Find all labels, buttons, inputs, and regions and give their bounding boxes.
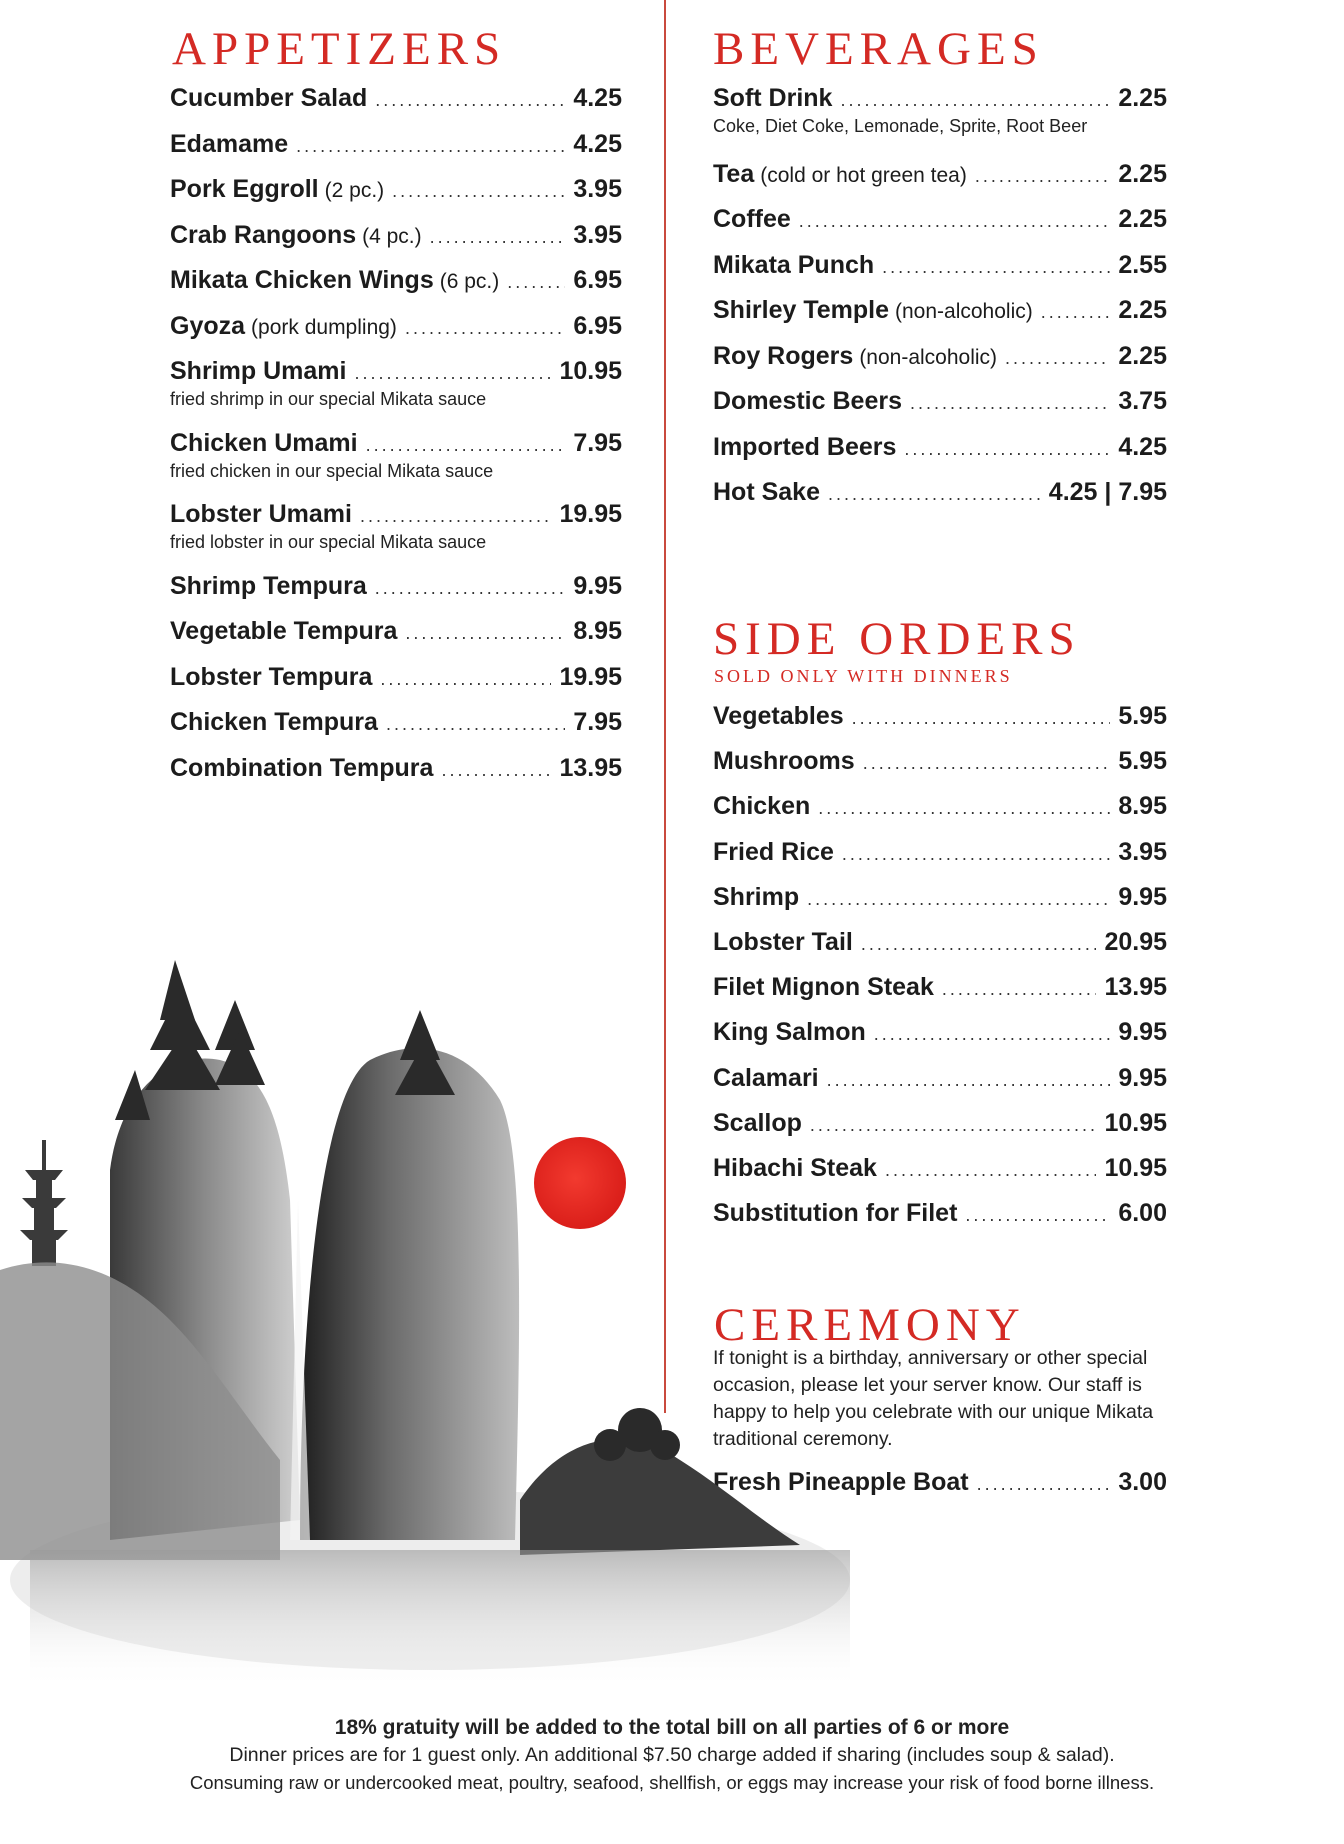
leader-dots — [386, 708, 565, 740]
item-name: Chicken — [713, 792, 811, 821]
item-description: fried shrimp in our special Mikata sauce — [170, 389, 487, 409]
item-name: Hibachi Steak — [713, 1154, 877, 1182]
item-name: Soft Drink — [713, 84, 833, 112]
item-name: Shirley Temple — [713, 296, 889, 324]
side-orders-subtitle: SOLD ONLY WITH DINNERS — [714, 666, 1013, 686]
item-note: (4 pc.) — [362, 224, 422, 248]
item-price: 10.95 — [559, 357, 622, 385]
item-price: 7.95 — [573, 428, 622, 457]
menu-item — [170, 173, 622, 207]
item-name: Vegetables — [713, 702, 844, 730]
item-price: 6.00 — [1118, 1199, 1167, 1228]
menu-item — [170, 615, 622, 649]
item-name: Mikata Punch — [713, 250, 875, 279]
item-name: Chicken Umami — [170, 428, 358, 457]
item-price: 2.25 — [1118, 84, 1167, 112]
menu-item — [713, 881, 1167, 915]
item-price: 9.95 — [573, 571, 622, 600]
item-note: (cold or hot green tea) — [760, 163, 967, 187]
leader-dots — [380, 663, 551, 695]
item-name: Scallop — [713, 1108, 802, 1137]
item-name: Mushrooms — [713, 747, 855, 776]
ceremony-line: occasion, please let your server know. Our staff is — [713, 1374, 1142, 1396]
item-name: Tea — [713, 159, 755, 188]
item-name: Shrimp Tempura — [170, 571, 367, 600]
item-price: 6.95 — [573, 311, 622, 340]
item-price: 19.95 — [559, 662, 622, 691]
item-price: 9.95 — [1118, 1063, 1167, 1092]
ceremony-line: If tonight is a birthday, anniversary or other special — [713, 1347, 1148, 1369]
ceremony-line: happy to help you celebrate with our unique Mikata — [713, 1401, 1154, 1423]
item-price: 4.25 — [1118, 432, 1167, 461]
leader-dots — [842, 838, 1110, 870]
leader-dots — [1041, 296, 1111, 328]
menu-item — [713, 249, 1167, 283]
leader-dots — [882, 251, 1110, 283]
pagoda-icon — [20, 1140, 68, 1266]
item-description: fried chicken in our special Mikata sauce — [170, 460, 494, 481]
item-price: 3.95 — [573, 220, 622, 249]
menu-item — [170, 219, 622, 253]
item-note: (6 pc.) — [439, 270, 500, 293]
leader-dots — [354, 357, 551, 389]
menu-item — [713, 294, 1167, 328]
menu-item — [170, 82, 622, 116]
item-name: Imported Beers — [713, 432, 897, 461]
leader-dots — [430, 221, 566, 253]
cliff-shape — [300, 1048, 519, 1540]
item-price: 9.95 — [1118, 1018, 1167, 1047]
leader-dots — [852, 702, 1111, 734]
item-price: 5.95 — [1118, 747, 1167, 776]
item-name: Chicken Tempura — [170, 708, 378, 736]
item-name: Domestic Beers — [713, 387, 902, 415]
item-price: 20.95 — [1104, 928, 1167, 956]
item-note: (2 pc.) — [324, 179, 385, 202]
menu-item — [713, 790, 1167, 824]
leader-dots — [375, 572, 566, 604]
item-name: Gyoza — [170, 311, 246, 340]
item-description: Coke, Diet Coke, Lemonade, Sprite, Root Beer — [713, 116, 1088, 136]
item-name: Lobster Tail — [713, 928, 853, 956]
leader-dots — [507, 266, 565, 298]
leader-dots — [405, 312, 565, 344]
menu-item — [170, 661, 622, 695]
leader-dots — [799, 205, 1111, 237]
leader-dots — [1005, 342, 1110, 374]
menu-item — [713, 431, 1167, 465]
menu-item — [713, 745, 1167, 779]
item-name: Fresh Pineapple Boat — [713, 1468, 969, 1496]
item-price: 3.00 — [1118, 1468, 1167, 1496]
menu-item — [170, 264, 622, 298]
leader-dots — [828, 478, 1041, 510]
menu-item — [713, 385, 1167, 419]
item-name: Lobster Umami — [170, 500, 352, 528]
red-sun — [534, 1137, 626, 1229]
menu-item — [713, 340, 1167, 374]
item-price: 2.55 — [1118, 250, 1167, 279]
item-name: Crab Rangoons — [170, 220, 357, 249]
item-price: 7.95 — [573, 708, 622, 736]
item-name: Hot Sake — [713, 478, 820, 506]
item-name: Lobster Tempura — [170, 662, 373, 691]
item-price: 3.95 — [573, 175, 622, 203]
item-name: Pork Eggroll — [170, 175, 319, 203]
ceremony-heading: CEREMONY — [714, 1299, 1026, 1351]
leader-dots — [296, 130, 565, 162]
ceremony-line: traditional ceremony. — [713, 1428, 893, 1450]
item-name: Mikata Chicken Wings — [170, 266, 434, 294]
item-name: Cucumber Salad — [170, 84, 368, 112]
item-price: 2.25 — [1118, 296, 1167, 324]
item-price: 4.25 | 7.95 — [1048, 478, 1167, 506]
item-price: 4.25 — [573, 129, 622, 158]
item-price: 2.25 — [1118, 205, 1167, 233]
leader-dots — [904, 433, 1110, 465]
item-name: Shrimp — [713, 882, 800, 911]
menu-item — [170, 355, 622, 411]
leader-dots — [977, 1468, 1111, 1500]
food-safety-warning: Consuming raw or undercooked meat, poultry, seafood, shellfish, or eggs may increase your risk of food borne illness. — [189, 1772, 1155, 1793]
menu-item — [713, 203, 1167, 237]
item-price: 8.95 — [1118, 792, 1167, 821]
item-name: Combination Tempura — [170, 753, 434, 782]
sharing-note: Dinner prices are for 1 guest only. An additional $7.50 charge added if sharing (includes soup & salad). — [229, 1744, 1115, 1766]
item-name: Vegetable Tempura — [170, 617, 398, 645]
leader-dots — [392, 175, 565, 207]
menu-item — [713, 158, 1167, 192]
item-name: Shrimp Umami — [170, 357, 347, 385]
menu-item — [713, 700, 1167, 734]
leader-dots — [807, 883, 1110, 915]
item-price: 5.95 — [1118, 702, 1167, 730]
item-note: (pork dumpling) — [251, 315, 397, 339]
item-price: 4.25 — [573, 84, 622, 112]
item-price: 6.95 — [573, 266, 622, 294]
menu-item — [170, 752, 622, 786]
menu-item — [170, 128, 622, 162]
item-price: 2.25 — [1118, 159, 1167, 188]
leader-dots — [405, 617, 565, 649]
item-price: 2.25 — [1118, 341, 1167, 370]
water-reflection — [30, 1550, 850, 1690]
menu-item — [713, 476, 1167, 510]
leader-dots — [818, 792, 1110, 824]
item-name: Filet Mignon Steak — [713, 973, 934, 1002]
leader-dots — [375, 84, 565, 116]
item-price: 3.75 — [1118, 387, 1167, 415]
leader-dots — [863, 747, 1111, 779]
leader-dots — [360, 500, 551, 532]
menu-item — [170, 570, 622, 604]
item-price: 8.95 — [573, 617, 622, 645]
side-orders-heading: SIDE ORDERS — [713, 613, 1081, 665]
beverages-heading: BEVERAGES — [713, 23, 1044, 75]
item-name: Roy Rogers — [713, 341, 854, 370]
leader-dots — [910, 387, 1110, 419]
menu-item — [170, 427, 622, 483]
item-price: 9.95 — [1118, 882, 1167, 911]
item-price: 10.95 — [1104, 1154, 1167, 1182]
gratuity-note: 18% gratuity will be added to the total bill on all parties of 6 or more — [334, 1716, 1010, 1739]
leader-dots — [965, 1199, 1110, 1231]
menu-item — [713, 836, 1167, 870]
item-price: 19.95 — [559, 500, 622, 528]
menu-item — [170, 706, 622, 740]
appetizers-heading: APPETIZERS — [172, 23, 507, 75]
item-price: 13.95 — [559, 753, 622, 782]
item-price: 10.95 — [1104, 1108, 1167, 1137]
item-name: Coffee — [713, 205, 791, 233]
leader-dots — [366, 429, 566, 461]
item-name: Edamame — [170, 129, 289, 158]
item-name: King Salmon — [713, 1018, 866, 1047]
ink-landscape-illustration — [0, 940, 900, 1740]
menu-item — [170, 310, 622, 344]
item-price: 3.95 — [1118, 837, 1167, 866]
leader-dots — [441, 754, 551, 786]
leader-dots — [942, 973, 1097, 1005]
item-price: 13.95 — [1104, 973, 1167, 1002]
menu-item — [713, 82, 1167, 138]
leader-dots — [975, 160, 1110, 192]
item-name: Fried Rice — [713, 837, 834, 866]
leader-dots — [840, 84, 1110, 116]
item-name: Calamari — [713, 1063, 819, 1092]
leader-dots — [874, 1018, 1111, 1050]
leader-dots — [885, 1154, 1096, 1186]
item-description: fried lobster in our special Mikata sauce — [170, 532, 487, 552]
item-name: Substitution for Filet — [713, 1199, 958, 1228]
menu-item — [170, 498, 622, 554]
item-note: (non-alcoholic) — [895, 300, 1033, 323]
item-note: (non-alcoholic) — [859, 345, 998, 369]
